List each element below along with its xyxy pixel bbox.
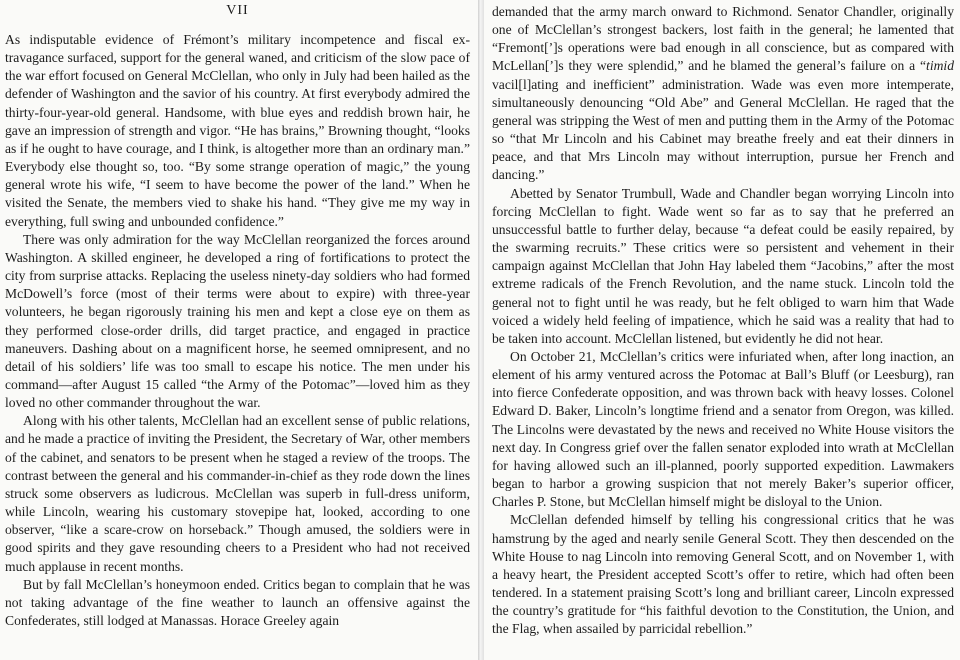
chapter-number: VII — [226, 3, 249, 18]
paragraph-continued — [492, 3, 954, 185]
emphasized-word: timid — [926, 58, 954, 74]
paragraph: Abetted by Senator Trumbull, Wade and Chandler began worrying Lincoln into forcing McClellan to fight. Wade went so far as to say that he preferred an unsuccessful battle to further delay, because “a defeat could be easily repaired, by the swarming recruits.” These critics were so persistent and vehement in their campaign against McClellan that John Hay labeled them “Jacobins,” after the most extreme radicals of the French Revolution, and the name stuck. Lincoln told the general not to fight until he was ready, but he felt obliged to warn him that Wade voiced a widely held feeling of impatience, which he said was a reality that had to be taken into account. McClellan listened, but evidently he did not hear. — [492, 185, 954, 346]
paragraph: McClellan defended himself by telling his congressional critics that he was hamstrung by the aged and nearly senile General Scott. They then descended on the White House to nag Lincoln into removing General Scott, and on November 1, with a heavy heart, the President accepted Scott’s offer to retire, which had often been tendered. In a statement praising Scott’s long and brilliant career, Lincoln expressed the country’s gratitude for “his faithful devotion to the Constitution, the Union, and the Flag, when assailed by parricidal rebellion.” — [492, 512, 954, 637]
right-page — [484, 0, 960, 660]
paragraph-text: vacil[l]ating and inefficient” administration. Wade was even more intemperate, simultaneously denouncing “Old Abe” and General McClellan. He raged that the general was stripping the West of men and putting them in the Army of the Potomac so “that Mr Lincoln and his Cabinet may breathe freely and eat their dinners in peace, and that Mrs Lincoln may without interruption, pursue her French and dancing.” — [492, 76, 954, 183]
paragraph: But by fall McClellan’s honeymoon ended. Critics began to complain that he was not taking advantage of the fine weather to launch an offensive against the Confederates, still lodged at Manassas. Horace Greeley again — [5, 576, 470, 628]
paragraph: As indisputable evidence of Frémont’s military incompetence and fiscal extravagance surfaced, support for the general waned, and criticism of the slow pace of the war effort focused on General McClellan, who only in July had been hailed as the defender of Washington and the savior of his country. At first everybody admired the thirty-four-year-old general. Handsome, with blue eyes and reddish brown hair, he gave an impression of strength and vigor. “He has brains,” Browning thought, “looks as if he ought to have courage, and I think, is altogether more than an ordinary man.” Everybody else thought so, too. “By some strange operation of magic,” the young general wrote his wife, “I seem to have become the power of the land.” When he visited the Senate, the members vied to shake his hand. “They give me my way in everything, full swing and unbounded confidence.” — [5, 32, 470, 229]
paragraph-text: demanded that the army march onward to Richmond. Senator Chandler, originally one of McClellan’s strongest backers, lost faith in the general; he lamented that “Fremont[’]s operations were bad enough in all conscience, but as compared with McLellan[’]s they were splendid,” and he blamed the general’s failure on a “ — [492, 4, 954, 74]
paragraph: On October 21, McClellan’s critics were infuriated when, after long inaction, an element of his army ventured across the Potomac at Ball’s Bluff (or Leesburg), ran into fierce Confederate opposition, and was thrown back with heavy losses. Colonel Edward D. Baker, Lincoln’s longtime friend and a senator from Oregon, was killed. The Lincolns were devastated by the news and received no White House visitors the next day. In Congress grief over the fallen senator exploded into wrath at McClellan for having allowed such an ill-planned, poorly supported expedition. Lawmakers began to harbor a growing suspicion that not merely Baker’s superior officer, Charles P. Stone, but McClellan himself might be disloyal to the Union. — [492, 348, 954, 510]
left-page — [0, 0, 478, 660]
paragraph: Along with his other talents, McClellan had an excellent sense of public relations, and he made a practice of inviting the President, the Secretary of War, other members of the cabinet, and senators to be present when he staged a review of the troops. The contrast between the general and his commander-in-chief as they rode down the lines struck some observers as ludicrous. McClellan was superb in full-dress uniform, while Lincoln, wearing his customary stovepipe hat, looked, according to one observer, “like a scare-crow on horseback.” Though amused, the soldiers were in good spirits and they gave resounding cheers to a President who had not received much applause in recent months. — [5, 413, 470, 574]
paragraph: There was only admiration for the way McClellan reorganized the forces around Washington. A skilled engineer, he developed a ring of fortifications to protect the city from surprise attacks. Replacing the useless ninety-day soldiers who had formed McDowell’s force (most of their terms were about to expire) with three-year volunteers, he began rigorously training his men and kept a close eye on them as they performed close-order drills, did target practice, and engaged in practice maneuvers. Dashing about on a magnificent horse, he seemed omnipresent, and no detail of his soldiers’ life was too small to escape his notice. The men under his command—after August 15 called “the Army of the Potomac”—loved him as they loved no other commander throughout the war. — [5, 231, 470, 411]
